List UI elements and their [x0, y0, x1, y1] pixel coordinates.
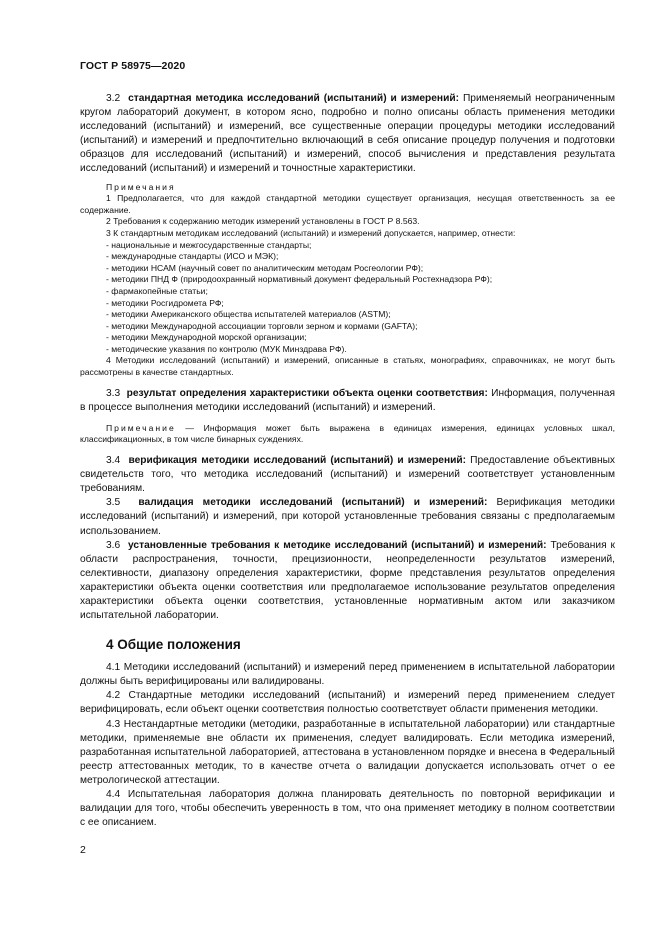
clause-4-4: 4.4 Испытательная лаборатория должна планировать деятельность по повторной верификации и валидации для того, чтобы обеспечить уверенность в том, что она применяет методику в полном соответствии с ее описанием. [80, 789, 615, 829]
list-item: - методики Международной ассоциации торговли зерном и кормами (GAFTA); [106, 320, 418, 331]
list-item: - фармакопейные статьи; [106, 285, 208, 296]
definition-text: Предоставление объективных свидетельств того, что методика исследований (испытаний) и измерений соответствует установленным требованиям. [80, 455, 615, 495]
note-2: 2 Требования к содержанию методик измерений установлены в ГОСТ Р 8.563. [106, 216, 420, 227]
list-item: - методические указания по контролю (МУК Минздрава РФ). [106, 343, 347, 354]
note-3: 3 К стандартным методикам исследований (испытаний) и измерений допускается, например, отнести: [106, 227, 516, 238]
clause-number: 3.4 [106, 455, 121, 467]
list-item: - международные стандарты (ИСО и МЭК); [106, 251, 279, 262]
clause-4-1: 4.1 Методики исследований (испытаний) и измерений перед применением в испытательной лаборатории должны быть верифицированы или валидированы. [80, 662, 615, 688]
definition-text: Применяемый неограниченным кругом лабораторий документ, в котором ясно, подробно и полно описаны область применения методики исследований (испытаний) и измерений, все существенные операции процедуры методики исследований (испытаний) и измерений и предпочтительно включающий в себя описание процедур получения и подготовки образцов для исследований (испытаний) и измерений, способ вычисления и представления результата исследований (испытаний) и измерений и точностные характеристики. [80, 93, 615, 175]
note-1: 1 Предполагается, что для каждой стандартной методики существует организация, несущая ответственность за ее содержание. [80, 193, 615, 215]
notes-title: Примечания [106, 181, 176, 192]
list-item: - методики Американского общества испытателей материалов (ASTM); [106, 309, 391, 320]
definition-text: Информация, полученная в процессе выполнения методики исследований (испытаний) и измерений. [80, 387, 615, 413]
term: стандартная методика исследований (испытаний) и измерений: [128, 93, 460, 104]
term: установленные требования к методике исследований (испытаний) и измерений: [128, 539, 547, 551]
note-text: — Информация может быть выражена в единицах измерения, единицах условных шкал, классификационных, в том числе бинарных суждениях. [80, 422, 615, 445]
definition-3-2 [80, 92, 615, 177]
list-item: - методики Международной морской организации; [106, 332, 307, 343]
clause-number: 3.3 [106, 387, 121, 399]
definition-text: Верификация методики исследований (испытаний) и измерений, при которой установленные требования связаны с предполагаемым использованием. [80, 497, 615, 537]
clause-4-2: 4.2 Стандартные методики исследований (испытаний) и измерений перед применением следует верифицировать, если объект оценки соответствия полностью соответствует области применения методики. [80, 690, 615, 716]
note-3-3 [80, 423, 615, 446]
list-item: - методики ПНД Ф (природоохранный нормативный документ федеральный Ростехнадзора РФ); [106, 274, 493, 285]
list-item: - методики НСАМ (научный совет по аналитическим методам Росгеологии РФ); [106, 262, 424, 273]
list-item: - национальные и межгосударственные стандарты; [106, 239, 312, 250]
section-4-title: 4 Общие положения [106, 637, 241, 653]
clause-number: 3.2 [106, 93, 121, 104]
term: верификация методики исследований (испытаний) и измерений: [128, 455, 467, 467]
definition-3-3 [80, 387, 615, 415]
list-item: - методики Росгидромета РФ; [106, 297, 224, 308]
note-label: Примечание [106, 422, 176, 433]
clause-number: 3.5 [106, 497, 121, 509]
clause-number: 3.6 [106, 539, 121, 551]
page-content [80, 92, 615, 830]
definition-text: Требования к области распространения, точности, прецизионности, неопределенности результатов измерений, селективности, диапазону определения характеристики, форме представления результатов определения характеристики объекта оценки соответствия или предполагаемое использование результатов определения характеристики объекта оценки соответствия, установленные нормативным актом или заказчиком испытательной лаборатории. [80, 539, 615, 622]
page-number: 2 [80, 844, 86, 856]
definition-3-6 [80, 539, 615, 624]
term: валидация методики исследований (испытаний) и измерений: [138, 497, 488, 509]
term: результат определения характеристики объекта оценки соответствия: [126, 387, 488, 399]
definition-3-5 [80, 496, 615, 538]
note-4: 4 Методики исследований (испытаний) и измерений, описанные в статьях, монографиях, справочниках, не могут быть рассмотрены в качестве стандартных. [80, 355, 615, 378]
definition-3-4 [80, 454, 615, 496]
document-id-header: ГОСТ Р 58975—2020 [80, 60, 186, 72]
clause-4-3: 4.3 Нестандартные методики (методики, разработанные в испытательной лаборатории) или стандартные методики, применяемые вне области их применения, следует валидировать. Если методика измерений, разработанная испытательной лабораторией, аттестована в установленном порядке и внесена в Федеральный реестр аттестованных методик, то в качестве отчета о валидации допускается использовать отчет о ее метрологической аттестации. [80, 718, 615, 786]
